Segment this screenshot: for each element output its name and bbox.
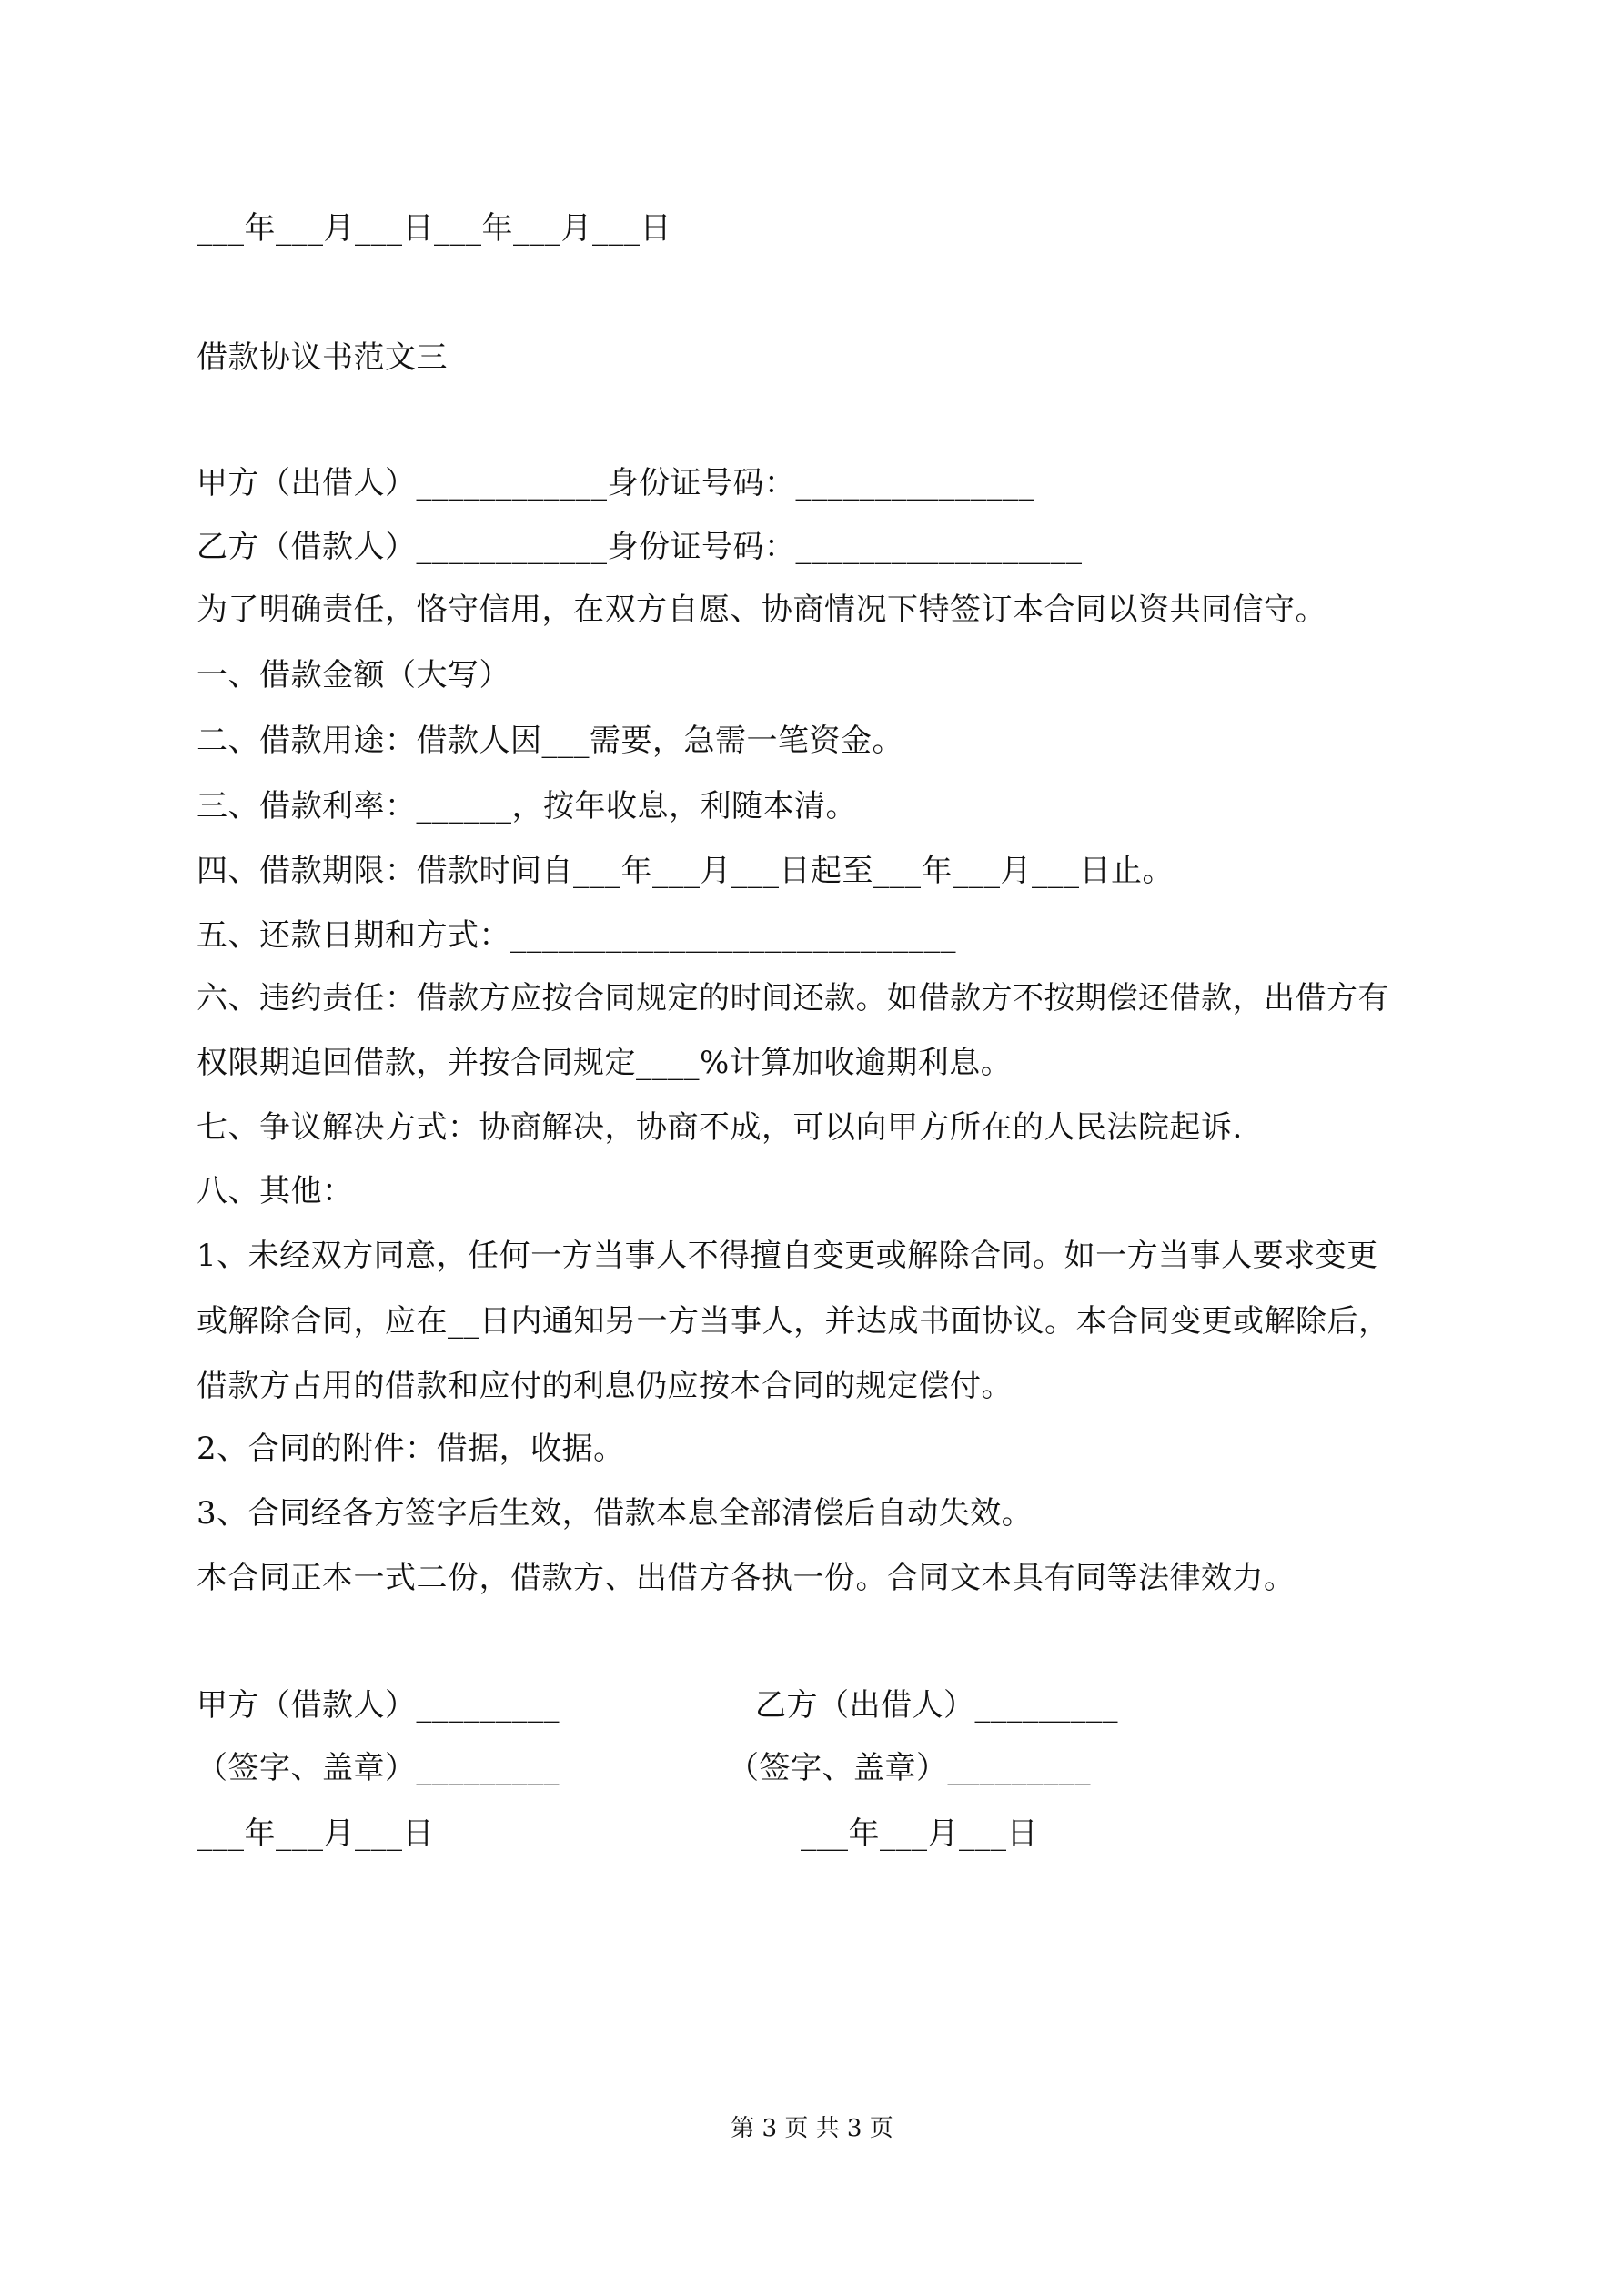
- clause-7: 七、争议解决方式：协商解决，协商不成，可以向甲方所在的人民法院起诉.: [197, 1109, 1243, 1146]
- right-date: ___年___月___日: [801, 1816, 1038, 1852]
- item-1-line-2: 或解除合同，应在__日内通知另一方当事人，并达成书面协议。本合同变更或解除后，: [197, 1303, 1390, 1340]
- item-3: 3、合同经各方签字后生效，借款本息全部清偿后自动失效。: [197, 1495, 1034, 1532]
- clause-5: 五、还款日期和方式：____________________________: [197, 917, 956, 954]
- item-1-line-1: 1、未经双方同意，任何一方当事人不得擅自变更或解除合同。如一方当事人要求变更: [197, 1238, 1378, 1274]
- clause-6-line-1: 六、违约责任：借款方应按合同规定的时间还款。如借款方不按期偿还借款，出借方有: [197, 980, 1389, 1017]
- right-party-signature: 乙方（出借人）_________: [755, 1687, 1118, 1724]
- party-a-line: 甲方（出借人）____________身份证号码：_______________: [197, 465, 1034, 501]
- clause-3: 三、借款利率：______，按年收息，利随本清。: [197, 788, 857, 824]
- left-sign-seal: （签字、盖章）_________: [197, 1750, 560, 1786]
- clause-8: 八、其他：: [197, 1173, 354, 1209]
- left-party-signature: 甲方（借款人）_________: [197, 1687, 560, 1724]
- page-indicator: 第 3 页 共 3 页: [731, 2115, 893, 2142]
- right-sign-seal: （签字、盖章）_________: [728, 1750, 1091, 1786]
- left-date: ___年___月___日: [197, 1816, 434, 1852]
- clause-2: 二、借款用途：借款人因___需要，急需一笔资金。: [197, 723, 903, 759]
- clause-4: 四、借款期限：借款时间自___年___月___日起至___年___月___日止。: [197, 853, 1174, 889]
- preamble: 为了明确责任，恪守信用，在双方自愿、协商情况下特签订本合同以资共同信守。: [197, 592, 1326, 628]
- item-1-line-3: 借款方占用的借款和应付的利息仍应按本合同的规定偿付。: [197, 1368, 1013, 1404]
- document-title: 借款协议书范文三: [197, 339, 448, 376]
- clause-6-line-2: 权限期追回借款，并按合同规定____%计算加收逾期利息。: [197, 1045, 1013, 1081]
- copies-note: 本合同正本一式二份，借款方、出借方各执一份。合同文本具有同等法律效力。: [197, 1560, 1296, 1596]
- party-b-line: 乙方（借款人）____________身份证号码：__________________: [197, 529, 1083, 565]
- item-2: 2、合同的附件：借据，收据。: [197, 1431, 625, 1467]
- clause-1: 一、借款金额（大写）: [197, 657, 510, 693]
- date-line-top: ___年___月___日___年___月___日: [197, 210, 671, 247]
